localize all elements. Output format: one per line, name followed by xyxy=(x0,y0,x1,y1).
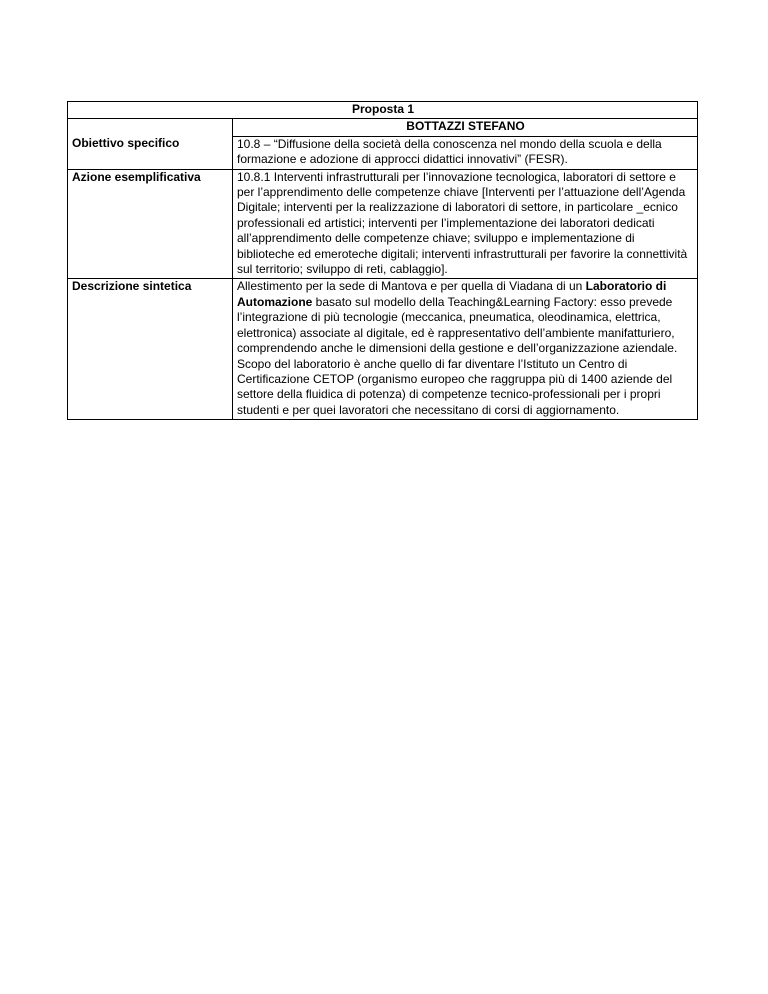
table-row xyxy=(68,279,698,420)
laboratorio-name: Laboratorio di Automazione xyxy=(237,279,667,309)
row-label-obiettivo: Obiettivo specifico xyxy=(68,136,233,169)
row-value-descrizione xyxy=(233,279,698,420)
header-row-title xyxy=(68,102,698,119)
table-row xyxy=(68,136,698,169)
row-label-descrizione: Descrizione sintetica xyxy=(68,279,233,420)
descrizione-text-start: Allestimento per la sede di Mantova e per quella di Viadana di un xyxy=(237,279,586,294)
row-value-obiettivo: 10.8 – “Diffusione della società della conoscenza nel mondo della scuola e della formazione e adozione di approcci didattici innovativi” (FESR). xyxy=(233,136,698,169)
table-row xyxy=(68,169,698,279)
descrizione-text-end: basato sul modello della Teaching&Learning Factory: esso prevede l’integrazione di più tecnologie (meccanica, pneumatica, oleodinamica, elettrica, elettronica) associate al digitale, ed è rappresentativo dell’ambiente manifatturiero, comprendendo anche le dimensioni della gestione e dell’organizzazione aziendale. Scopo del laboratorio è anche quello di far diventare l’Istituto un Centro di Certificazione CETOP (organismo europeo che raggruppa più di 1400 aziende del settore della fluidica di potenza) di competenze tecnico-professionali per i propri studenti e per quei lavoratori che necessitano di corsi di aggiornamento. xyxy=(237,294,678,417)
proposal-table xyxy=(67,101,698,420)
header-spacer-cell xyxy=(68,119,233,136)
header-row-name xyxy=(68,119,698,136)
proposal-title: Proposta 1 xyxy=(68,102,698,119)
proposer-name: BOTTAZZI STEFANO xyxy=(233,119,698,136)
row-value-azione: 10.8.1 Interventi infrastrutturali per l’innovazione tecnologica, laboratori di settore e per l’apprendimento delle competenze chiave [Interventi per l’attuazione dell’Agenda Digitale; interventi per la realizzazione di laboratori di settore, in particolare _ecnico professionali ed artistici; interventi per l’implementazione dei laboratori dedicati all’apprendimento delle competenze chiave; sviluppo e implementazione di biblioteche ed emeroteche digitali; interventi infrastrutturali per favorire la connettività sul territorio; sviluppo di reti, cablaggio]. xyxy=(233,169,698,279)
row-label-azione: Azione esemplificativa xyxy=(68,169,233,279)
